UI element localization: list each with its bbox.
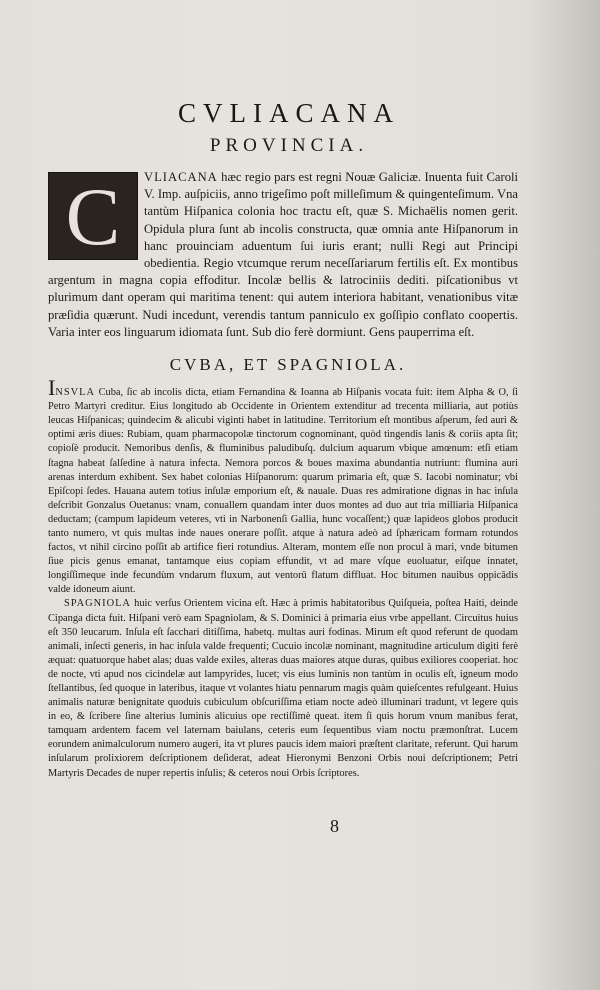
paragraph-lead: VLIACANA: [144, 170, 218, 184]
cuba-paragraph: [48, 375, 518, 597]
paragraph-text: hæc regio pars est regni Nouæ Galiciæ. Inuenta fuit Caroli V. Imp. auſpiciis, anno trigeſimo poſt milleſimum & quingenteſimum. Vna tantùm Hiſpanica colonia hoc tractu eſt, quæ S. Michaëlis nomen gerit. Opidula plura ſunt ab incolis constructa, quæ omnia ante Hiſpanorum in hanc prouinciam aduentum ſui iuris erant; nulli Regi aut Principi obedientia. Regio vtcumque rerum neceſſariarum fertilis eſt. Ex montibus argentum in magna copia effoditur. Incolæ bellis & latrociniis dediti. piſcationibus vt plurimum dant operam qui maritima tenent: qui autem interiora habitant, venationibus vitæ præſidia quærunt. Nudi incedunt, verendis tantum panniculo ex goſſipio conflato coopertis. Varia inter eos linguarum idiomata ſunt. Sub dio ferè dormiunt. Gens pauperrima eſt.: [48, 170, 518, 339]
decorated-initial: [48, 172, 138, 260]
spagniola-paragraph: [48, 597, 518, 780]
page-subtitle: PROVINCIA.: [209, 135, 369, 156]
culiacana-paragraph: [48, 169, 518, 341]
initial-letter: C: [65, 171, 121, 262]
paragraph-text: Cuba, ſic ab incolis dicta, etiam Fernandina & Ioanna ab Hiſpanis vocata fuit: item Alpha & O, ſi Petro Martyri creditur. Eius longitudo ab Occidente in Orientem extenditur ad trecenta milliaria, aut potiùs leucas Hiſpanicas; quindecim & alicubi viginti habet in latitudine. Territorium eſt montibus aſperum, ſed auri & optimi æris diues: Rubiam, quam pharmacopolæ tinctorum cognominant, quòd tingendis lanis & coriis apta ſit; copioſè producit. Nemoribus denſis, & fluminibus paludibuſq. dulcium aquarum vbique amœnum: etſi etiam ſtagna habeat ſalſedine à natura infecta. Nemora porcos & boues maxima abundantia nutriunt: flumina auri arenas interdum exhibent. Sex habet colonias Hiſpanorum: quarum primaria eſt, quæ S. Iacobi nominatur; vbi Epiſcopi ſedes. Hauana autem totius inſulæ emporium eſt, & nauale. Duas res admiratione dignas in hac inſula deſcribit Gonzalus Ouetanus: vnam, conuallem quandam inter duos montes ad duo aut tria milliaria Hiſpanica deductam; (campum lapideum veteres, vti in Narbonenſi Gallia, hunc vocaſſent;) quæ lapideos globos producit tanto numero, vt quis multas inde naues onerare poſſit. atque à natura adeò ad ſphæricam formam rotundos factos, vt nihil circino poſſit ab artifice fieri rotundius. Alteram, montem eſſe non procul à mari, vnde bitumen ſiue picis genus emanat, tantamque eius copiam effundit, vt ad mare vſque euoluatur, eiſque innatet, longiſſimeque inde fecundùm vndarum fluxum, aut ventorū flatum diffluat. Hoc bitumen nauibus oppicādis valde idoneum aiunt.: [48, 387, 518, 596]
page-number: 8: [330, 816, 339, 836]
paragraph-initial: I: [48, 375, 56, 401]
paragraph-lead: NSVLA: [55, 387, 95, 399]
paragraph-text: huic verſus Orientem vicina eſt. Hæc à primis habitatoribus Quiſqueia, poſtea Haiti, deinde Cipanga dicta fuit. Hiſpani verò eam Spagniolam, & S. Dominici à primaria eius vrbe appellant. Circuitus huius eſt 350 leucarum. Inſula eſt ſacchari ditiſſima, habetq. multas auri fodinas. Mirum eſt quod referunt de quodam animali, inſecti generis, in hac inſula valde frequenti; Cucuio incolæ nominant, magnitudine articulum digiti ferè æquat: quatuorque habet alas; duas valde exiles, alteras duas maiores atque duras, quibus exiliores cooperiat. hoc de nocte, vti apud nos cicindelæ aut lampyrides, lucet; vis eius luminis non tantùm in oculis eſt, igneum modo ſtellantibus, ſed quoque in lateribus, itaque vt volantes hiatu pennarum magis quàm quieſcentes refulgeant. Huius animalis naturæ benignitate quoduis cubiculum obſcuriſſima etiam nocte adeò illuminari tradunt, vt legere quis in eo, & ſcribere ſine alterius luminis alicuius ope rectiſſimè queat. item ſi quis horum vnum manibus ferat, tamquam ardentem facem vel laternam baiulans, ceteris eum ſequentibus viam noctu præmonſtrat. Lucem eorundem animalculorum numero augeri, ita vt plures paucis idem maiori præſtent claritate, referunt. Qui harum inſularum prolixiorem deſcriptionem deſiderat, adeat Hieronymi Benzoni Orbis noui deſcriptionem; Petri Martyris Decades de nuper repertis inſulis; & ceteros noui Orbis ſcriptores.: [48, 598, 518, 779]
text-block: [48, 98, 518, 781]
paragraph-lead: SPAGNIOLA: [64, 598, 131, 610]
section-title-cuba: CVBA, ET SPAGNIOLA.: [169, 355, 407, 375]
page-title: CVLIACANA: [178, 98, 400, 128]
